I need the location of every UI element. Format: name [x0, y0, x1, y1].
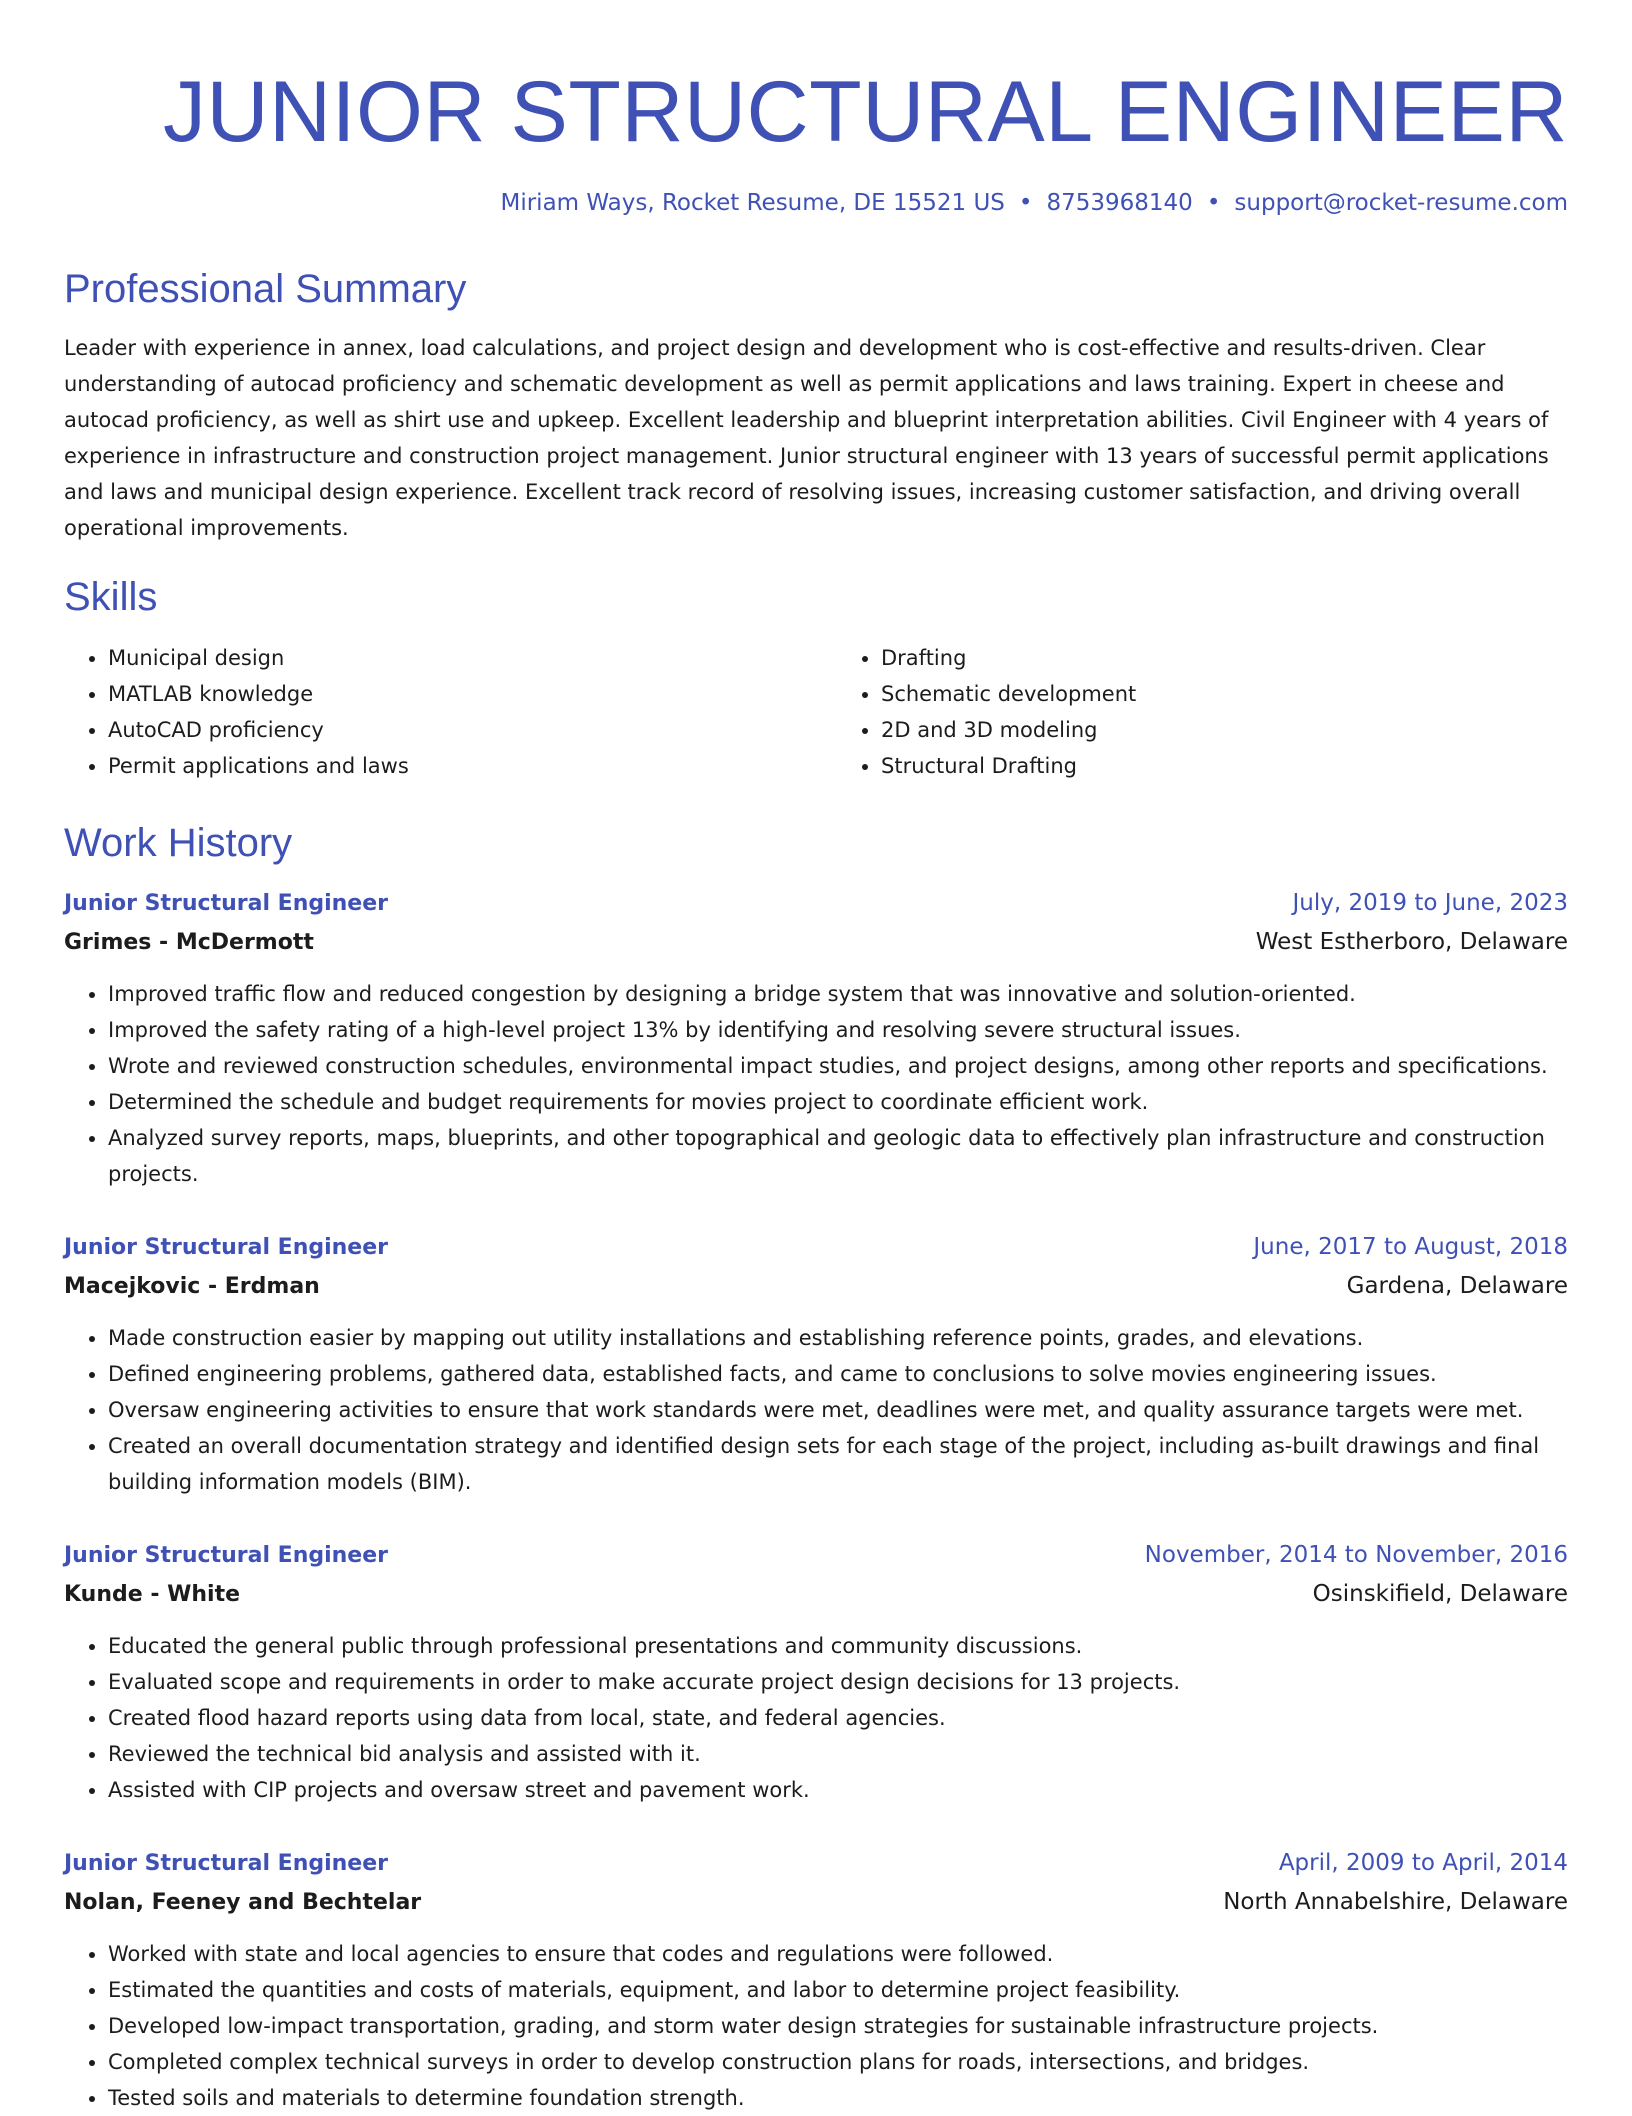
work-history-heading: Work History [64, 821, 293, 865]
job-dates: June, 2017 to August, 2018 [1253, 1234, 1568, 1260]
resume-page [64, 48, 1568, 2116]
job-bullet: • Created flood hazard reports using data from local, state, and federal agencies. [108, 1700, 1568, 1736]
job-company: Kunde - White [64, 1582, 241, 1607]
job-bullet: • Wrote and reviewed construction schedules, environmental impact studies, and project designs, among other reports and specifications. [108, 1048, 1568, 1084]
skill-item: • Structural Drafting [881, 748, 1568, 784]
job-bullet: • Created an overall documentation strategy and identified design sets for each stage of the project, including as-built drawings and final building information models (BIM). [108, 1428, 1568, 1500]
job-bullet: • Evaluated scope and requirements in order to make accurate project design decisions for 13 projects. [108, 1664, 1568, 1700]
skills-list [64, 640, 1568, 784]
job-dates: April, 2009 to April, 2014 [1278, 1850, 1568, 1876]
job-bullets [64, 976, 1568, 1192]
contact-address: Miriam Ways, Rocket Resume, DE 15521 US [500, 190, 1005, 216]
job-bullet: • Made construction easier by mapping out utility installations and establishing reference points, grades, and elevations. [108, 1320, 1568, 1356]
job-company: Nolan, Feeney and Bechtelar [64, 1890, 422, 1915]
job-dates: July, 2019 to June, 2023 [1292, 890, 1568, 916]
job-bullet: • Developed low-impact transportation, grading, and storm water design strategies for sustainable infrastructure projects. [108, 2008, 1568, 2044]
contact-line [64, 186, 1568, 220]
job-company: Macejkovic - Erdman [64, 1274, 320, 1299]
skill-item: • Drafting [881, 640, 1568, 676]
skills-heading: Skills [64, 575, 158, 619]
skill-item: • MATLAB knowledge [108, 676, 795, 712]
job-title: Junior Structural Engineer [64, 891, 388, 916]
job-bullet: • Defined engineering problems, gathered data, established facts, and came to conclusions to solve movies engineering issues. [108, 1356, 1568, 1392]
skill-item: • Schematic development [881, 676, 1568, 712]
resume-title: JUNIOR STRUCTURAL ENGINEER [162, 64, 1568, 160]
job-bullet: • Educated the general public through professional presentations and community discussions. [108, 1628, 1568, 1664]
job-location: Gardena, Delaware [1346, 1273, 1568, 1299]
job-entry [64, 884, 1568, 1192]
job-bullets [64, 1936, 1568, 2116]
contact-separator: • [1206, 190, 1221, 216]
job-bullets [64, 1628, 1568, 1808]
summary-text: Leader with experience in annex, load calculations, and project design and development who is cost-effective and results-driven. Clear understanding of autocad proficiency and schematic development as well as permit applications and laws training. Expert in cheese and autocad proficiency, as well as shirt use and upkeep. Excellent leadership and blueprint interpretation abilities. Civil Engineer with 4 years of experience in infrastructure and construction project management. Junior structural engineer with 13 years of successful permit applications and laws and municipal design experience. Excellent track record of resolving issues, increasing customer satisfaction, and driving overall operational improvements. [64, 336, 1549, 540]
skill-item: • Permit applications and laws [108, 748, 795, 784]
skill-item: • Municipal design [108, 640, 795, 676]
job-dates: November, 2014 to November, 2016 [1144, 1542, 1568, 1568]
skills-column-right [795, 640, 1568, 784]
job-title: Junior Structural Engineer [64, 1851, 388, 1876]
job-bullet: • Worked with state and local agencies to ensure that codes and regulations were followed. [108, 1936, 1568, 1972]
job-location: Osinskifield, Delaware [1312, 1581, 1568, 1607]
job-bullet: • Reviewed the technical bid analysis and assisted with it. [108, 1736, 1568, 1772]
job-title: Junior Structural Engineer [64, 1543, 388, 1568]
job-location: West Estherboro, Delaware [1255, 929, 1568, 955]
job-bullet: • Oversaw engineering activities to ensure that work standards were met, deadlines were met, and quality assurance targets were met. [108, 1392, 1568, 1428]
job-location: North Annabelshire, Delaware [1223, 1889, 1568, 1915]
job-bullet: • Estimated the quantities and costs of materials, equipment, and labor to determine project feasibility. [108, 1972, 1568, 2008]
job-company: Grimes - McDermott [64, 930, 314, 955]
job-bullet: • Tested soils and materials to determine foundation strength. [108, 2080, 1568, 2116]
job-entry [64, 1844, 1568, 2116]
job-title: Junior Structural Engineer [64, 1235, 388, 1260]
job-bullet: • Improved the safety rating of a high-level project 13% by identifying and resolving severe structural issues. [108, 1012, 1568, 1048]
skill-item: • AutoCAD proficiency [108, 712, 795, 748]
skill-item: • 2D and 3D modeling [881, 712, 1568, 748]
job-bullet: • Improved traffic flow and reduced congestion by designing a bridge system that was innovative and solution-oriented. [108, 976, 1568, 1012]
job-bullet: • Completed complex technical surveys in order to develop construction plans for roads, intersections, and bridges. [108, 2044, 1568, 2080]
job-entry [64, 1228, 1568, 1500]
job-bullet: • Determined the schedule and budget requirements for movies project to coordinate efficient work. [108, 1084, 1568, 1120]
contact-email[interactable]: support@rocket-resume.com [1234, 190, 1568, 216]
job-entry [64, 1536, 1568, 1808]
job-bullets [64, 1320, 1568, 1500]
contact-phone: 8753968140 [1046, 190, 1193, 216]
contact-separator: • [1018, 190, 1033, 216]
summary-heading: Professional Summary [64, 267, 467, 311]
job-bullet: • Analyzed survey reports, maps, blueprints, and other topographical and geologic data to effectively plan infrastructure and construction projects. [108, 1120, 1568, 1192]
skills-column-left [64, 640, 795, 784]
job-bullet: • Assisted with CIP projects and oversaw street and pavement work. [108, 1772, 1568, 1808]
